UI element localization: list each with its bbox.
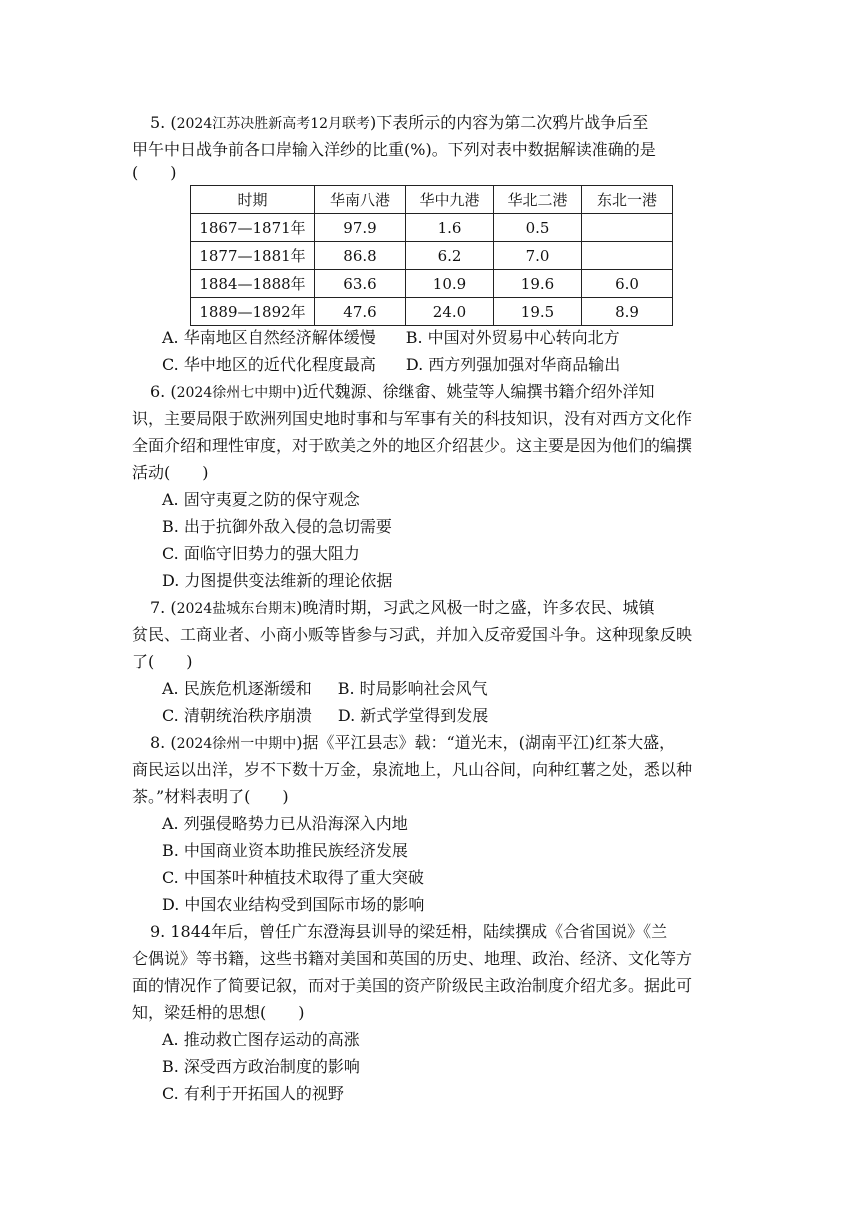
q5-number: 5. (	[150, 113, 177, 132]
table-header: 华北二港	[494, 186, 582, 214]
q5-option-c[interactable]: C. 华中地区的近代化程度最高	[162, 355, 376, 374]
table-header: 华南八港	[315, 186, 406, 214]
q8-number: 8. (	[150, 733, 177, 752]
q9-option-c[interactable]: C. 有利于开拓国人的视野	[162, 1084, 344, 1103]
table-cell: 10.9	[406, 270, 494, 298]
q8-option-d[interactable]: D. 中国农业结构受到国际市场的影响	[162, 895, 425, 914]
q8-line-1	[150, 732, 675, 754]
table-cell: 19.6	[494, 270, 582, 298]
q8-option-a[interactable]: A. 列强侵略势力已从沿海深入内地	[162, 814, 408, 833]
q6-source: 2024徐州七中期中	[176, 385, 297, 401]
table-header: 时期	[191, 186, 315, 214]
q5-line-2: 甲午中日战争前各口岸输入洋纱的比重(%)。下列对表中数据解读准确的是	[132, 140, 656, 159]
q7-line-2: 贫民、工商业者、小商小贩等皆参与习武，并加入反帝爱国斗争。这种现象反映	[132, 625, 693, 644]
q9-line-2: 仑偶说》等书籍，这些书籍对美国和英国的历史、地理、政治、经济、文化等方	[132, 949, 693, 968]
q7-option-a[interactable]: A. 民族危机逐渐缓和	[162, 679, 312, 698]
q6-line-2: 识，主要局限于欧洲列国史地时事和与军事有关的科技知识，没有对西方文化作	[132, 409, 693, 428]
q5-option-d[interactable]: D. 西方列强加强对华商品输出	[405, 355, 621, 374]
q5-option-a[interactable]: A. 华南地区自然经济解体缓慢	[162, 328, 376, 347]
q6-option-b[interactable]: B. 出于抗御外敌入侵的急切需要	[162, 517, 392, 536]
q9-line-3: 面的情况作了简要记叙，而对于美国的资产阶级民主政治制度介绍尤多。据此可	[132, 976, 693, 995]
table-header: 华中九港	[406, 186, 494, 214]
table-row	[191, 214, 673, 242]
q8-line-3: 茶。”材料表明了( )	[132, 787, 289, 806]
q7-line-1	[150, 597, 654, 619]
table-cell: 6.0	[582, 270, 673, 298]
table-header: 东北一港	[582, 186, 673, 214]
table-header-row	[191, 186, 673, 214]
q9-option-a[interactable]: A. 推动救亡图存运动的高涨	[162, 1030, 360, 1049]
table-cell: 86.8	[315, 242, 406, 270]
table-cell: 1884—1888年	[191, 270, 315, 298]
table-cell: 24.0	[406, 298, 494, 326]
q7-options-row-2	[162, 705, 488, 727]
table-cell: 63.6	[315, 270, 406, 298]
q7-number: 7. (	[150, 598, 177, 617]
q5-options-row-2	[162, 354, 620, 376]
q5-source: 2024江苏决胜新高考12月联考	[176, 116, 371, 132]
q7-stem-1: )晚清时期，习武之风极一时之盛，许多农民、城镇	[296, 598, 655, 617]
q7-option-c[interactable]: C. 清朝统治秩序崩溃	[162, 706, 312, 725]
table-cell: 0.5	[494, 214, 582, 242]
q6-option-d[interactable]: D. 力图提供变法维新的理论依据	[162, 571, 393, 590]
q6-line-1	[150, 381, 654, 403]
table-cell: 97.9	[315, 214, 406, 242]
q5-option-b[interactable]: B. 中国对外贸易中心转向北方	[405, 328, 620, 347]
table-cell: 1889—1892年	[191, 298, 315, 326]
q5-line-1	[150, 112, 648, 134]
q6-option-a[interactable]: A. 固守夷夏之防的保守观念	[162, 490, 360, 509]
table-row	[191, 298, 673, 326]
q8-option-b[interactable]: B. 中国商业资本助推民族经济发展	[162, 841, 408, 860]
q6-line-4: 活动( )	[132, 463, 209, 482]
q5-stem-1: )下表所示的内容为第二次鸦片战争后至	[370, 113, 649, 132]
q5-answer-bracket: ( )	[132, 163, 177, 182]
table-cell: 19.5	[494, 298, 582, 326]
table-cell: 1877—1881年	[191, 242, 315, 270]
q9-line-4: 知，梁廷枏的思想( )	[132, 1003, 305, 1022]
table-cell: 47.6	[315, 298, 406, 326]
q8-stem-1: )据《平江县志》载：“道光末，(湖南平江)红茶大盛，	[296, 733, 676, 752]
table-cell: 8.9	[582, 298, 673, 326]
q8-line-2: 商民运以出洋，岁不下数十万金，泉流地上，凡山谷间，向种红薯之处，悉以种	[132, 760, 693, 779]
q7-line-3: 了( )	[132, 652, 193, 671]
table-cell: 6.2	[406, 242, 494, 270]
q7-source: 2024盐城东台期末	[176, 601, 297, 617]
table-row	[191, 242, 673, 270]
table-cell: 7.0	[494, 242, 582, 270]
q6-option-c[interactable]: C. 面临守旧势力的强大阻力	[162, 544, 360, 563]
table-cell	[582, 242, 673, 270]
q5-options-row-1	[162, 327, 620, 349]
table-row	[191, 270, 673, 298]
q6-stem-1: )近代魏源、徐继畬、姚莹等人编撰书籍介绍外洋知	[296, 382, 655, 401]
q8-option-c[interactable]: C. 中国茶叶种植技术取得了重大突破	[162, 868, 424, 887]
q7-option-d[interactable]: D. 新式学堂得到发展	[337, 706, 489, 725]
table-cell: 1867—1871年	[191, 214, 315, 242]
q9-line-1: 9. 1844年后，曾任广东澄海县训导的梁廷枏，陆续撰成《合省国说》《兰	[150, 922, 668, 941]
q7-options-row-1	[162, 678, 488, 700]
q5-data-table	[190, 185, 673, 326]
q9-option-b[interactable]: B. 深受西方政治制度的影响	[162, 1057, 360, 1076]
q8-source: 2024徐州一中期中	[176, 736, 297, 752]
table-cell	[582, 214, 673, 242]
q6-number: 6. (	[150, 382, 177, 401]
table-cell: 1.6	[406, 214, 494, 242]
q7-option-b[interactable]: B. 时局影响社会风气	[337, 679, 488, 698]
q6-line-3: 全面介绍和理性审度，对于欧美之外的地区介绍甚少。这主要是因为他们的编撰	[132, 436, 693, 455]
